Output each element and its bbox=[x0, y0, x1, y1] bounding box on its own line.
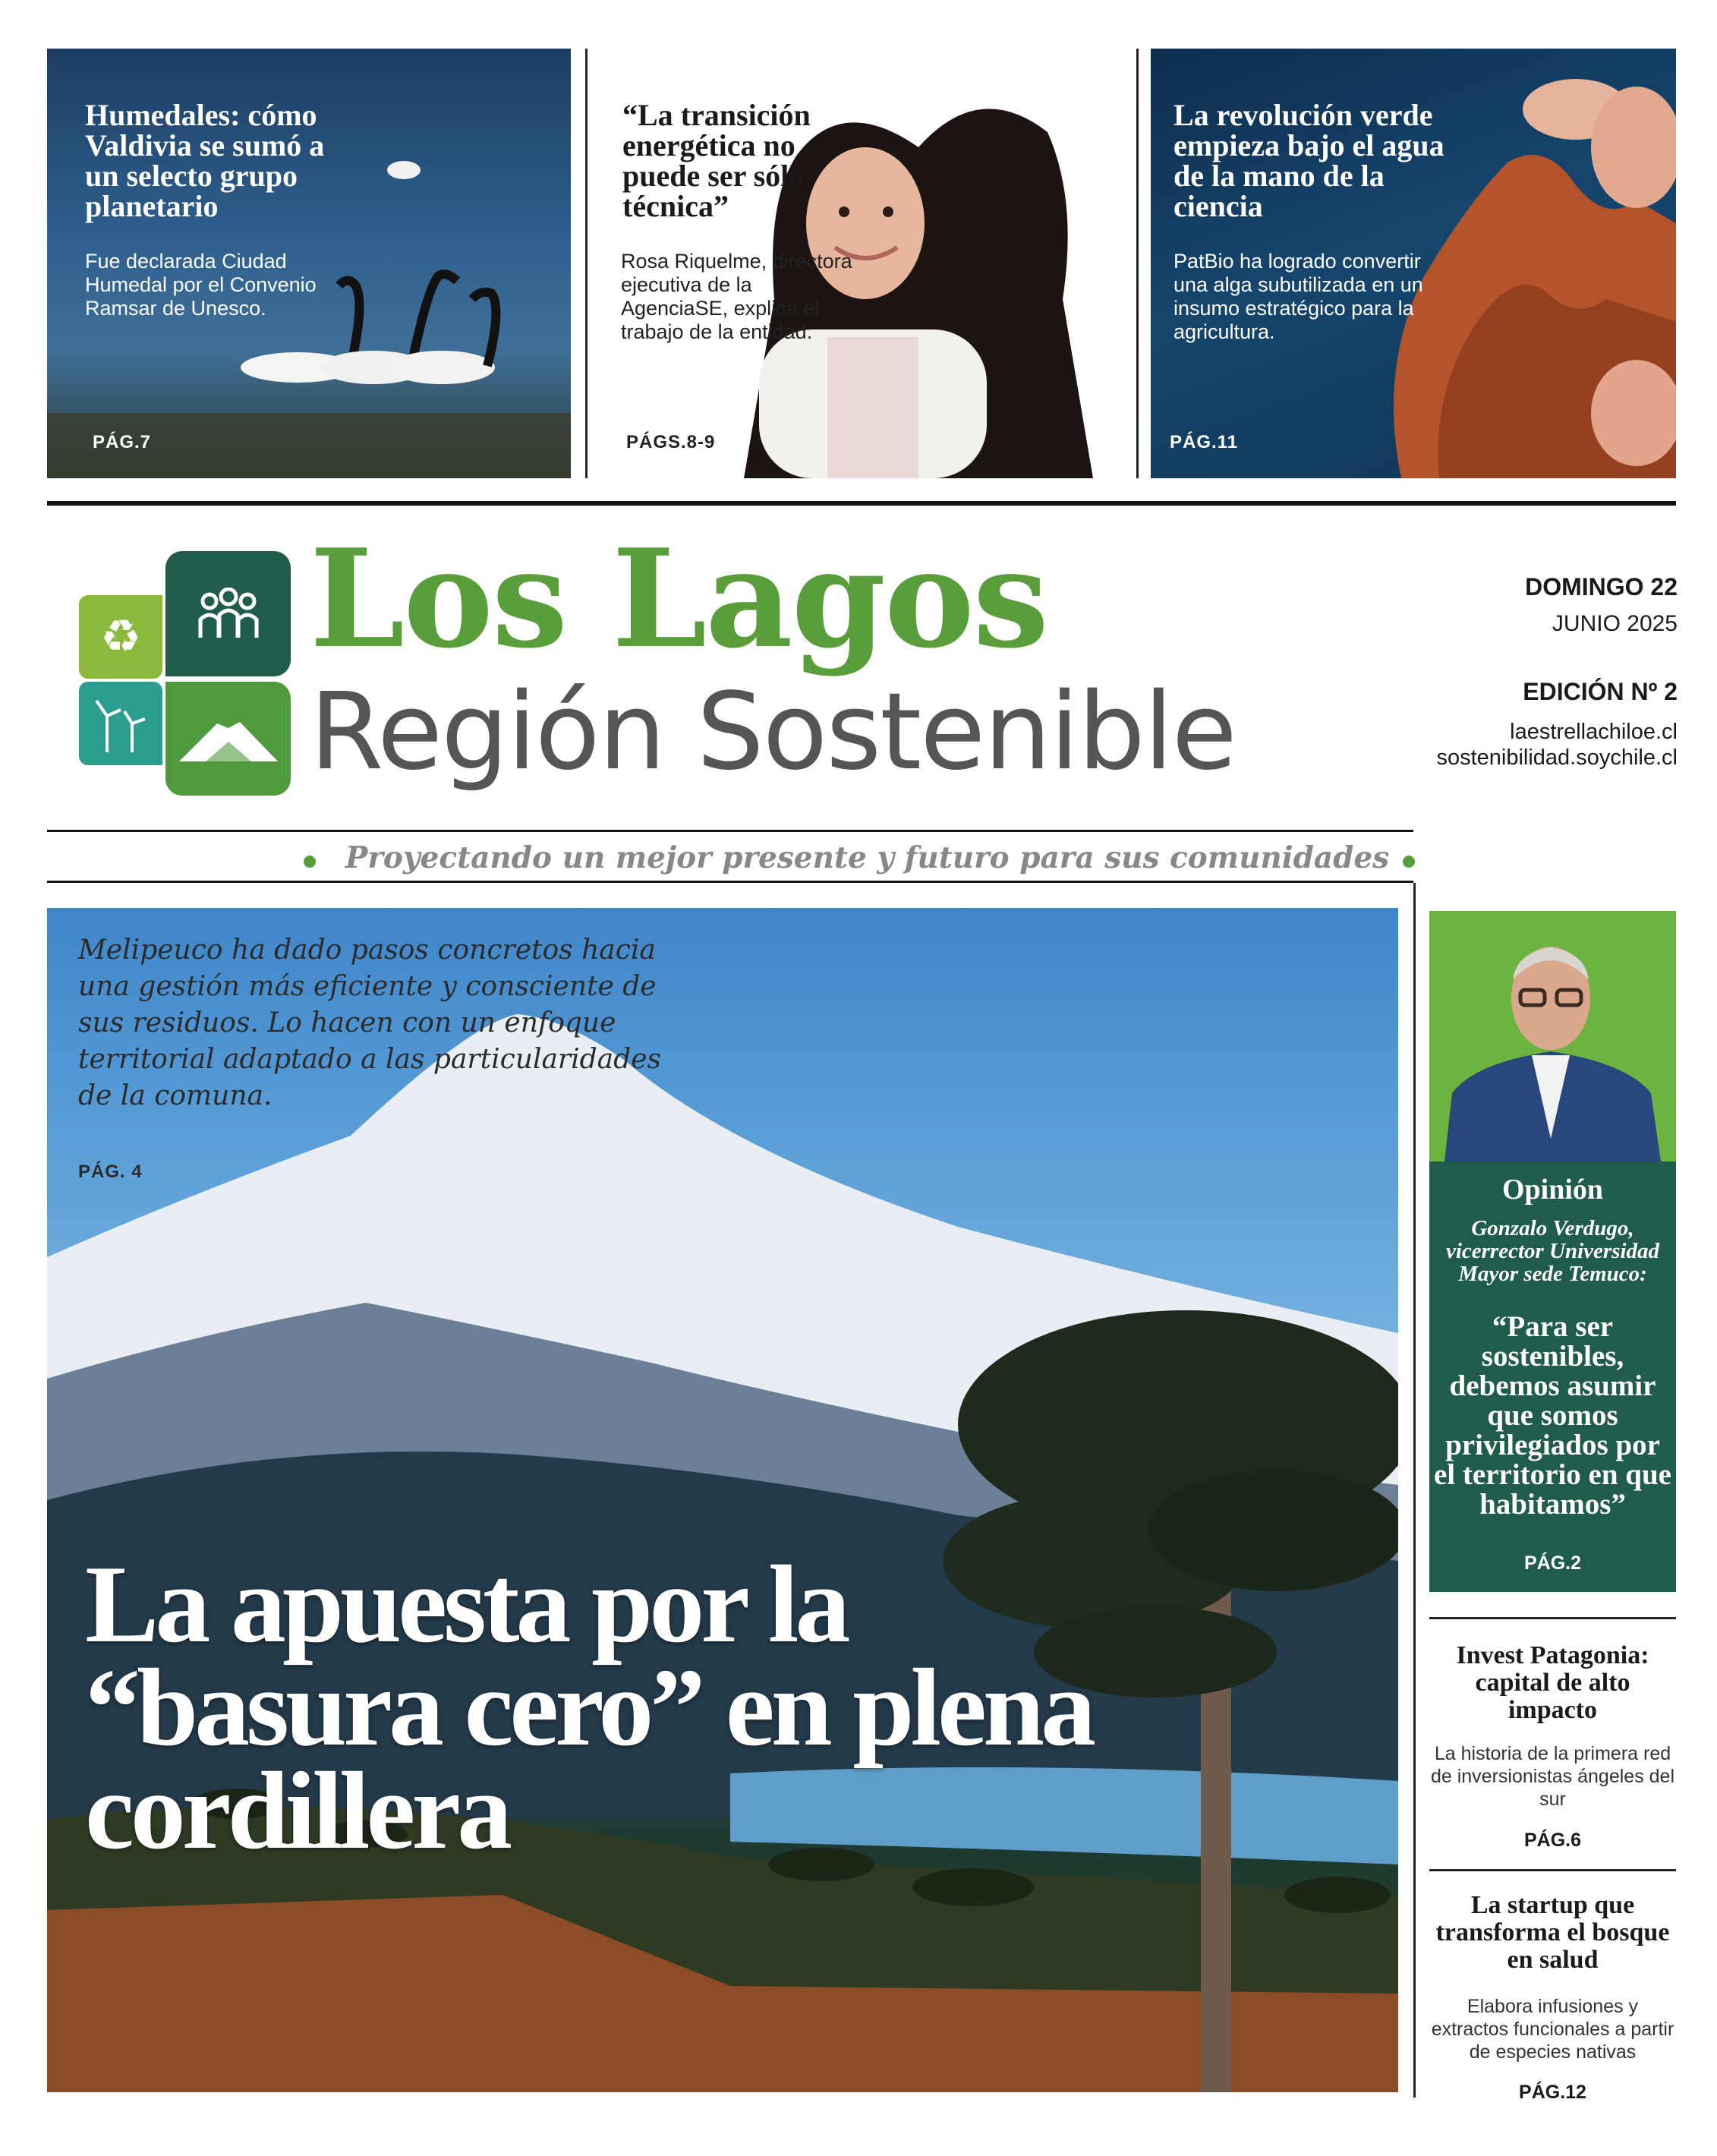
lead-headline[interactable]: La apuesta por la “basura cero” en plena cordillera bbox=[85, 1543, 1093, 1872]
website-link[interactable]: laestrellachiloe.cl bbox=[1510, 720, 1678, 744]
logo-mark bbox=[76, 548, 296, 799]
teaser-page: PÁGS.8-9 bbox=[626, 432, 716, 452]
masthead-title: Los Lagos bbox=[310, 519, 1048, 678]
opinion-photo bbox=[1429, 911, 1676, 1162]
sidebar-story-page: PÁG.6 bbox=[1523, 1830, 1582, 1851]
teaser-page: PÁG.11 bbox=[1170, 432, 1239, 452]
website-link[interactable]: sostenibilidad.soychile.cl bbox=[1436, 745, 1678, 770]
lead-intro: Melipeuco ha dado pasos concretos hacia una gestión más eficiente y consciente de sus residuos. Lo hacen con un enfoque territorial adaptado a las particularidades de la comuna. bbox=[78, 935, 661, 1111]
masthead-rule bbox=[47, 881, 1413, 883]
issue-date-day: DOMINGO 22 bbox=[1525, 573, 1678, 600]
teaser-wetlands[interactable] bbox=[47, 49, 571, 478]
issue-date-month: JUNIO 2025 bbox=[1552, 611, 1678, 636]
wind-turbine-icon bbox=[79, 682, 162, 765]
tagline: Proyectando un mejor presente y futuro para sus comunidades bbox=[345, 840, 1390, 875]
column-divider bbox=[585, 49, 588, 478]
teaser-body: Fue declarada Ciudad Humedal por el Convenio Ramsar de Unesco. bbox=[85, 250, 317, 320]
teaser-body: PatBio ha logrado convertir una alga subutilizada en un insumo estratégico para la agricultura. bbox=[1174, 250, 1423, 343]
opinion-author: Gonzalo Verdugo, vicerrector Universidad Mayor sede Temuco: bbox=[1445, 1216, 1660, 1286]
sidebar-story-body: La historia de la primera red de inversionistas ángeles del sur bbox=[1430, 1743, 1675, 1810]
recycle-icon: ♻ bbox=[79, 595, 162, 679]
column-divider bbox=[1413, 883, 1416, 2098]
opinion-page: PÁG.2 bbox=[1523, 1552, 1582, 1574]
teaser-title: Humedales: cómo Valdivia se sumó a un selecto grupo planetario bbox=[85, 98, 325, 223]
columnist-portrait bbox=[1429, 911, 1676, 1162]
tagline-dot bbox=[1403, 856, 1415, 868]
top-rule bbox=[47, 501, 1676, 506]
teaser-title: La revolución verde empieza bajo el agua de la mano de la ciencia bbox=[1174, 98, 1444, 223]
opinion-quote: “Para ser sostenibles, debemos asumir que somos privilegiados por el territorio en que habitamos” bbox=[1434, 1310, 1671, 1521]
teaser-page: PÁG.7 bbox=[93, 432, 152, 452]
lead-page: PÁG. 4 bbox=[78, 1162, 143, 1182]
sidebar-story-page: PÁG.12 bbox=[1519, 2082, 1586, 2103]
opinion-label: Opinión bbox=[1501, 1174, 1604, 1206]
teaser-title: “La transición energética no puede ser sólo técnica” bbox=[622, 98, 811, 223]
sidebar-story-body: Elabora infusiones y extractos funcionales a partir de especies nativas bbox=[1431, 1996, 1674, 2063]
edition-number: EDICIÓN Nº 2 bbox=[1523, 678, 1678, 705]
sidebar-rule bbox=[1429, 1617, 1676, 1619]
tagline-dot bbox=[304, 856, 316, 868]
teaser-body: Rosa Riquelme, directora ejecutiva de la AgenciaSE, explica el trabajo de la entidad. bbox=[621, 250, 852, 343]
volcano-icon bbox=[165, 682, 291, 796]
sidebar-rule bbox=[1429, 1869, 1676, 1871]
teaser-interview[interactable] bbox=[600, 49, 1131, 478]
community-icon bbox=[165, 551, 291, 676]
teaser-seaweed[interactable] bbox=[1151, 49, 1676, 478]
masthead-subtitle: Región Sostenible bbox=[310, 670, 1236, 794]
sidebar-story-title[interactable]: La startup que transforma el bosque en salud bbox=[1435, 1891, 1670, 1974]
sidebar-story-title[interactable]: Invest Patagonia: capital de alto impacto bbox=[1456, 1641, 1649, 1724]
masthead-rule bbox=[47, 830, 1413, 832]
column-divider bbox=[1136, 49, 1139, 478]
